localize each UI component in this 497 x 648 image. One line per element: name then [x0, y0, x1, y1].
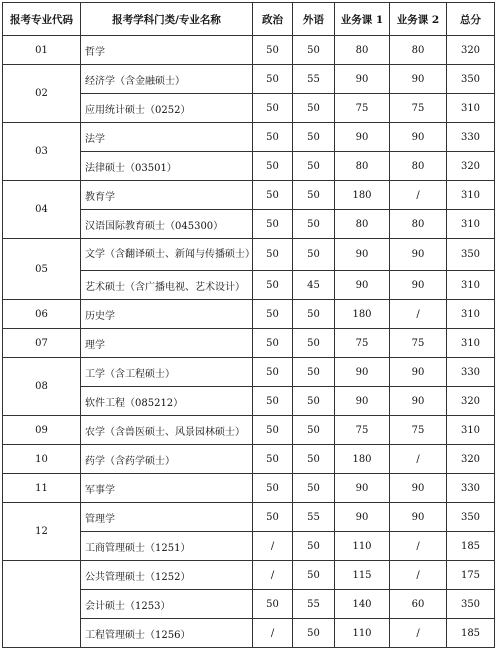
politics-cell: 50 [253, 329, 293, 358]
total-cell: 310 [447, 181, 495, 210]
major-name-cell: 军事学 [81, 474, 253, 503]
language-cell: 50 [293, 94, 335, 123]
major-name-cell: 法律硕士（03501） [81, 152, 253, 181]
major-name-cell: 工商管理硕士（1251） [81, 532, 253, 561]
total-cell: 320 [447, 387, 495, 416]
course2-cell: 90 [390, 387, 447, 416]
course2-cell: / [390, 181, 447, 210]
course1-cell: 140 [335, 590, 390, 619]
total-cell: 350 [447, 239, 495, 271]
course1-cell: 80 [335, 36, 390, 65]
language-cell: 50 [293, 619, 335, 648]
total-cell: 175 [447, 561, 495, 590]
major-name-cell: 会计硕士（1253） [81, 590, 253, 619]
table-row [3, 445, 495, 474]
total-cell: 350 [447, 65, 495, 94]
major-name-cell: 理学 [81, 329, 253, 358]
table-row [3, 239, 495, 271]
code-cell: 10 [3, 445, 81, 474]
major-name-cell: 艺术硕士（含广播电视、艺术设计） [81, 271, 253, 300]
politics-cell: 50 [253, 152, 293, 181]
header-course2: 业务课 2 [390, 3, 447, 36]
table-row [3, 123, 495, 152]
score-table [2, 2, 495, 648]
major-name-cell: 公共管理硕士（1252） [81, 561, 253, 590]
major-name-cell: 文学（含翻译硕士、新闻与传播硕士） [81, 239, 253, 271]
language-cell: 50 [293, 181, 335, 210]
major-name-cell: 管理学 [81, 503, 253, 532]
language-cell: 45 [293, 271, 335, 300]
politics-cell: 50 [253, 474, 293, 503]
total-cell: 350 [447, 503, 495, 532]
major-name-cell: 经济学（含金融硕士） [81, 65, 253, 94]
politics-cell: 50 [253, 590, 293, 619]
politics-cell: 50 [253, 445, 293, 474]
politics-cell: / [253, 561, 293, 590]
course1-cell: 75 [335, 329, 390, 358]
course2-cell: 80 [390, 36, 447, 65]
total-cell: 310 [447, 329, 495, 358]
course2-cell: / [390, 445, 447, 474]
major-name-cell: 哲学 [81, 36, 253, 65]
table-row [3, 561, 495, 590]
total-cell: 310 [447, 300, 495, 329]
code-cell: 08 [3, 358, 81, 416]
politics-cell: 50 [253, 239, 293, 271]
course1-cell: 90 [335, 358, 390, 387]
language-cell: 50 [293, 358, 335, 387]
course2-cell: / [390, 532, 447, 561]
politics-cell: 50 [253, 271, 293, 300]
major-name-cell: 教育学 [81, 181, 253, 210]
major-name-cell: 历史学 [81, 300, 253, 329]
politics-cell: 50 [253, 65, 293, 94]
course1-cell: 180 [335, 300, 390, 329]
course2-cell: / [390, 561, 447, 590]
code-cell: 12 [3, 503, 81, 561]
course1-cell: 110 [335, 619, 390, 648]
code-cell [3, 561, 81, 648]
course1-cell: 90 [335, 123, 390, 152]
total-cell: 310 [447, 416, 495, 445]
language-cell: 50 [293, 123, 335, 152]
header-course1: 业务课 1 [335, 3, 390, 36]
language-cell: 50 [293, 210, 335, 239]
code-cell: 09 [3, 416, 81, 445]
course1-cell: 90 [335, 271, 390, 300]
code-cell: 11 [3, 474, 81, 503]
table-row [3, 474, 495, 503]
header-code: 报考专业代码 [3, 3, 81, 36]
major-name-cell: 软件工程（085212） [81, 387, 253, 416]
table-row [3, 181, 495, 210]
politics-cell: 50 [253, 181, 293, 210]
language-cell: 55 [293, 503, 335, 532]
language-cell: 50 [293, 387, 335, 416]
politics-cell: 50 [253, 123, 293, 152]
course2-cell: 90 [390, 358, 447, 387]
course2-cell: 90 [390, 474, 447, 503]
course1-cell: 75 [335, 94, 390, 123]
code-cell: 01 [3, 36, 81, 65]
total-cell: 320 [447, 36, 495, 65]
course2-cell: / [390, 300, 447, 329]
total-cell: 185 [447, 532, 495, 561]
language-cell: 50 [293, 329, 335, 358]
language-cell: 50 [293, 474, 335, 503]
major-name-cell: 汉语国际教育硕士（045300） [81, 210, 253, 239]
language-cell: 50 [293, 152, 335, 181]
politics-cell: 50 [253, 210, 293, 239]
language-cell: 50 [293, 445, 335, 474]
code-cell: 06 [3, 300, 81, 329]
header-name: 报考学科门类/专业名称 [81, 3, 253, 36]
politics-cell: 50 [253, 503, 293, 532]
course1-cell: 110 [335, 532, 390, 561]
politics-cell: 50 [253, 94, 293, 123]
language-cell: 55 [293, 590, 335, 619]
total-cell: 330 [447, 358, 495, 387]
total-cell: 320 [447, 152, 495, 181]
total-cell: 320 [447, 445, 495, 474]
language-cell: 50 [293, 532, 335, 561]
table-row [3, 329, 495, 358]
major-name-cell: 法学 [81, 123, 253, 152]
code-cell: 07 [3, 329, 81, 358]
politics-cell: 50 [253, 358, 293, 387]
course2-cell: 90 [390, 503, 447, 532]
header-language: 外语 [293, 3, 335, 36]
table-row [3, 36, 495, 65]
major-name-cell: 农学（含兽医硕士、风景园林硕士） [81, 416, 253, 445]
course1-cell: 180 [335, 445, 390, 474]
course2-cell: 60 [390, 590, 447, 619]
course1-cell: 90 [335, 65, 390, 94]
header-row [3, 3, 495, 36]
total-cell: 185 [447, 619, 495, 648]
total-cell: 310 [447, 94, 495, 123]
major-name-cell: 应用统计硕士（0252） [81, 94, 253, 123]
total-cell: 350 [447, 590, 495, 619]
course1-cell: 80 [335, 210, 390, 239]
table-row [3, 65, 495, 94]
course1-cell: 90 [335, 239, 390, 271]
major-name-cell: 工程管理硕士（1256） [81, 619, 253, 648]
politics-cell: 50 [253, 36, 293, 65]
total-cell: 310 [447, 271, 495, 300]
language-cell: 50 [293, 36, 335, 65]
politics-cell: 50 [253, 300, 293, 329]
course2-cell: 90 [390, 239, 447, 271]
table-row [3, 503, 495, 532]
course2-cell: 90 [390, 271, 447, 300]
course2-cell: 90 [390, 65, 447, 94]
course1-cell: 90 [335, 387, 390, 416]
language-cell: 55 [293, 65, 335, 94]
course1-cell: 180 [335, 181, 390, 210]
course1-cell: 75 [335, 416, 390, 445]
course2-cell: 90 [390, 123, 447, 152]
politics-cell: 50 [253, 416, 293, 445]
language-cell: 50 [293, 416, 335, 445]
total-cell: 310 [447, 210, 495, 239]
course1-cell: 90 [335, 474, 390, 503]
language-cell: 50 [293, 561, 335, 590]
major-name-cell: 药学（含药学硕士） [81, 445, 253, 474]
course2-cell: 80 [390, 210, 447, 239]
table-row [3, 416, 495, 445]
course2-cell: 75 [390, 329, 447, 358]
course1-cell: 80 [335, 152, 390, 181]
header-politics: 政治 [253, 3, 293, 36]
code-cell: 05 [3, 239, 81, 300]
table-row [3, 300, 495, 329]
politics-cell: / [253, 619, 293, 648]
code-cell: 02 [3, 65, 81, 123]
course2-cell: 80 [390, 152, 447, 181]
code-cell: 03 [3, 123, 81, 181]
total-cell: 330 [447, 123, 495, 152]
course2-cell: 75 [390, 94, 447, 123]
language-cell: 50 [293, 300, 335, 329]
politics-cell: / [253, 532, 293, 561]
table-row [3, 358, 495, 387]
header-total: 总分 [447, 3, 495, 36]
language-cell: 50 [293, 239, 335, 271]
total-cell: 330 [447, 474, 495, 503]
course1-cell: 90 [335, 503, 390, 532]
politics-cell: 50 [253, 387, 293, 416]
course2-cell: 75 [390, 416, 447, 445]
code-cell: 04 [3, 181, 81, 239]
course2-cell: / [390, 619, 447, 648]
course1-cell: 115 [335, 561, 390, 590]
major-name-cell: 工学（含工程硕士） [81, 358, 253, 387]
